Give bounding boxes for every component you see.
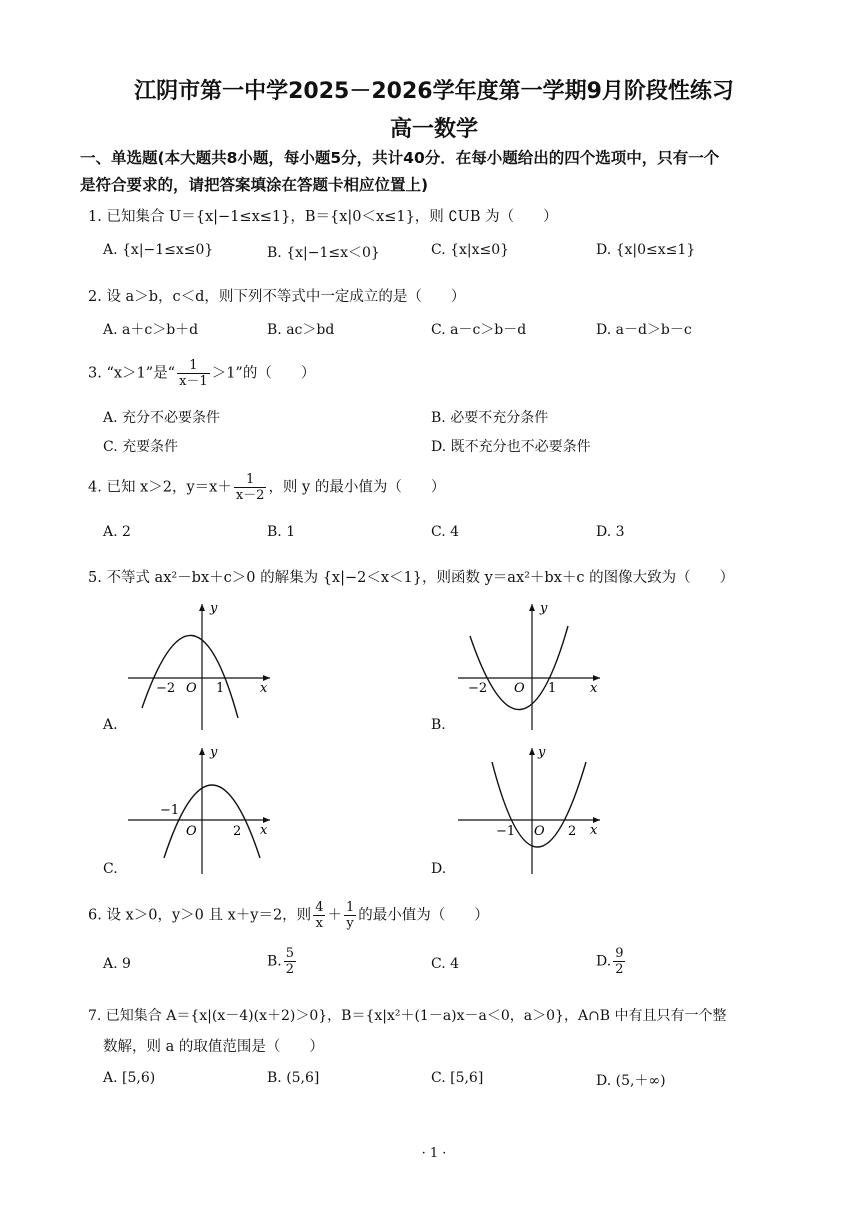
label-1: 1 (216, 681, 225, 696)
label-2: 2 (233, 824, 242, 839)
label-origin: O (186, 681, 197, 696)
y-axis-arrow (529, 604, 535, 611)
page-subtitle: 高一数学 (389, 117, 478, 142)
q4-stem-post: ，则 y 的最小值为（ ） (268, 479, 446, 496)
question-1-stem: 1. 已知集合 U＝{x|−1≤x≤1}，B＝{x|0＜x≤1}，则 ∁UB 为（ ） (88, 209, 558, 225)
q6-option-c: C. 4 (431, 956, 460, 972)
section-heading-line1: 一、单选题(本大题共8小题，每小题5分，共计40分．在每小题给出的四个选项中，只有一个 (80, 149, 720, 167)
q6-optd-den: 2 (615, 962, 624, 977)
label-y: y (540, 601, 548, 616)
q6-frac2-den: y (346, 916, 354, 931)
q7-option-c: C. [5,6] (431, 1070, 484, 1086)
q1-option-d: D. {x|0≤x≤1} (596, 242, 696, 258)
label-y: y (538, 745, 546, 760)
q1-option-c: C. {x|x≤0} (431, 242, 510, 258)
label-origin: O (186, 824, 197, 839)
q5-option-d: D. (431, 861, 447, 877)
q5-option-a: A. (103, 717, 118, 733)
q4-option-a: A. 2 (103, 524, 131, 540)
q6-option-b-fraction (284, 946, 296, 977)
parabola-curve (142, 635, 238, 718)
q3-stem-pre: 3. “x＞1”是“ (88, 365, 176, 382)
q3-frac-den: x－1 (179, 374, 208, 389)
q2-option-c: C. a－c＞b－d (431, 322, 527, 338)
q6-optb-num: 5 (285, 946, 295, 961)
q5-graph-b (452, 598, 612, 738)
label-neg2: −2 (468, 681, 488, 696)
label-neg1: −1 (496, 824, 516, 839)
label-1: 1 (548, 681, 557, 696)
section-heading-line2: 是符合要求的，请把答案填涂在答题卡相应位置上) (80, 176, 429, 194)
q2-option-b: B. ac＞bd (267, 322, 335, 338)
q3-option-a: A. 充分不必要条件 (103, 410, 221, 426)
q5-graph-c (120, 742, 280, 882)
q2-option-a: A. a＋c＞b＋d (103, 322, 199, 338)
label-origin: O (534, 824, 545, 839)
q6-optd-num: 9 (615, 946, 624, 961)
question-4-stem (88, 472, 445, 503)
q6-optb-den: 2 (285, 962, 295, 977)
y-axis-arrow (529, 748, 535, 755)
q7-option-d: D. (5,＋∞) (596, 1073, 666, 1089)
q3-option-b: B. 必要不充分条件 (431, 410, 549, 426)
label-x: x (590, 823, 598, 838)
q4-stem-pre: 4. 已知 x＞2，y＝x＋ (88, 479, 232, 496)
q5-option-b: B. (431, 717, 446, 733)
question-3-stem (88, 358, 315, 389)
q5-graph-d (452, 742, 612, 882)
label-2: 2 (568, 824, 577, 839)
question-7-stem-line2: 数解，则 a 的取值范围是（ ） (103, 1039, 324, 1055)
q3-fraction (177, 358, 210, 389)
question-5-stem: 5. 不等式 ax²－bx＋c＞0 的解集为 {x|−2＜x＜1}，则函数 y＝ax²＋bx＋c 的图像大致为（ ） (88, 570, 735, 586)
label-neg1: −1 (160, 803, 180, 818)
q6-frac2-num: 1 (345, 900, 355, 915)
q6-option-b-letter: B. (267, 953, 282, 970)
q5-option-c: C. (103, 861, 118, 877)
q6-stem-post: 的最小值为（ ） (358, 907, 489, 924)
label-y: y (210, 745, 218, 760)
label-x: x (590, 681, 598, 696)
question-7-stem-line1: 7. 已知集合 A＝{x|(x－4)(x＋2)＞0}，B＝{x|x²＋(1－a)x－a＜0，a＞0}，A∩B 中有且只有一个整 (88, 1008, 727, 1024)
question-6-stem (88, 900, 489, 931)
parabola-curve (164, 785, 260, 858)
q6-stem-pre: 6. 设 x＞0，y＞0 且 x＋y＝2，则 (88, 907, 312, 924)
q1-option-b: B. {x|−1≤x＜0} (267, 245, 380, 261)
label-x: x (260, 681, 268, 696)
q7-option-a: A. [5,6) (103, 1070, 156, 1086)
parabola-curve (470, 626, 568, 710)
q6-option-d-letter: D. (596, 953, 612, 970)
page-title: 江阴市第一中学2025－2026学年度第一学期9月阶段性练习 (134, 79, 734, 104)
q7-option-b: B. (5,6] (267, 1070, 320, 1086)
q3-stem-post: ＞1”的（ ） (211, 365, 316, 382)
question-2-stem: 2. 设 a＞b，c＜d，则下列不等式中一定成立的是（ ） (88, 289, 466, 305)
label-y: y (210, 601, 218, 616)
q6-option-d (596, 946, 627, 977)
q4-frac-num: 1 (234, 472, 267, 488)
q3-frac-num: 1 (177, 358, 210, 374)
q4-option-c: C. 4 (431, 524, 460, 540)
q5-graph-a (120, 598, 280, 738)
label-origin: O (514, 681, 525, 696)
q4-option-d: D. 3 (596, 524, 625, 540)
q6-frac1-den: x (315, 916, 323, 931)
q4-option-b: B. 1 (267, 524, 296, 540)
q4-fraction (234, 472, 267, 503)
y-axis-arrow (199, 748, 205, 755)
q6-frac1-num: 4 (315, 900, 324, 915)
y-axis-arrow (199, 604, 205, 611)
q6-fraction-1 (313, 900, 325, 931)
q6-fraction-2 (344, 900, 356, 931)
q6-option-d-fraction (613, 946, 625, 977)
label-x: x (260, 823, 268, 838)
q1-option-a: A. {x|−1≤x≤0} (103, 242, 214, 258)
label-neg2: −2 (156, 681, 176, 696)
q6-option-a: A. 9 (103, 956, 131, 972)
q6-plus: ＋ (327, 907, 342, 924)
q2-option-d: D. a－d＞b－c (596, 322, 692, 338)
page-number: · 1 · (421, 1146, 447, 1161)
q3-option-c: C. 充要条件 (103, 439, 179, 455)
q4-frac-den: x－2 (235, 488, 265, 503)
q3-option-d: D. 既不充分也不必要条件 (431, 439, 591, 455)
q6-option-b (267, 946, 298, 977)
